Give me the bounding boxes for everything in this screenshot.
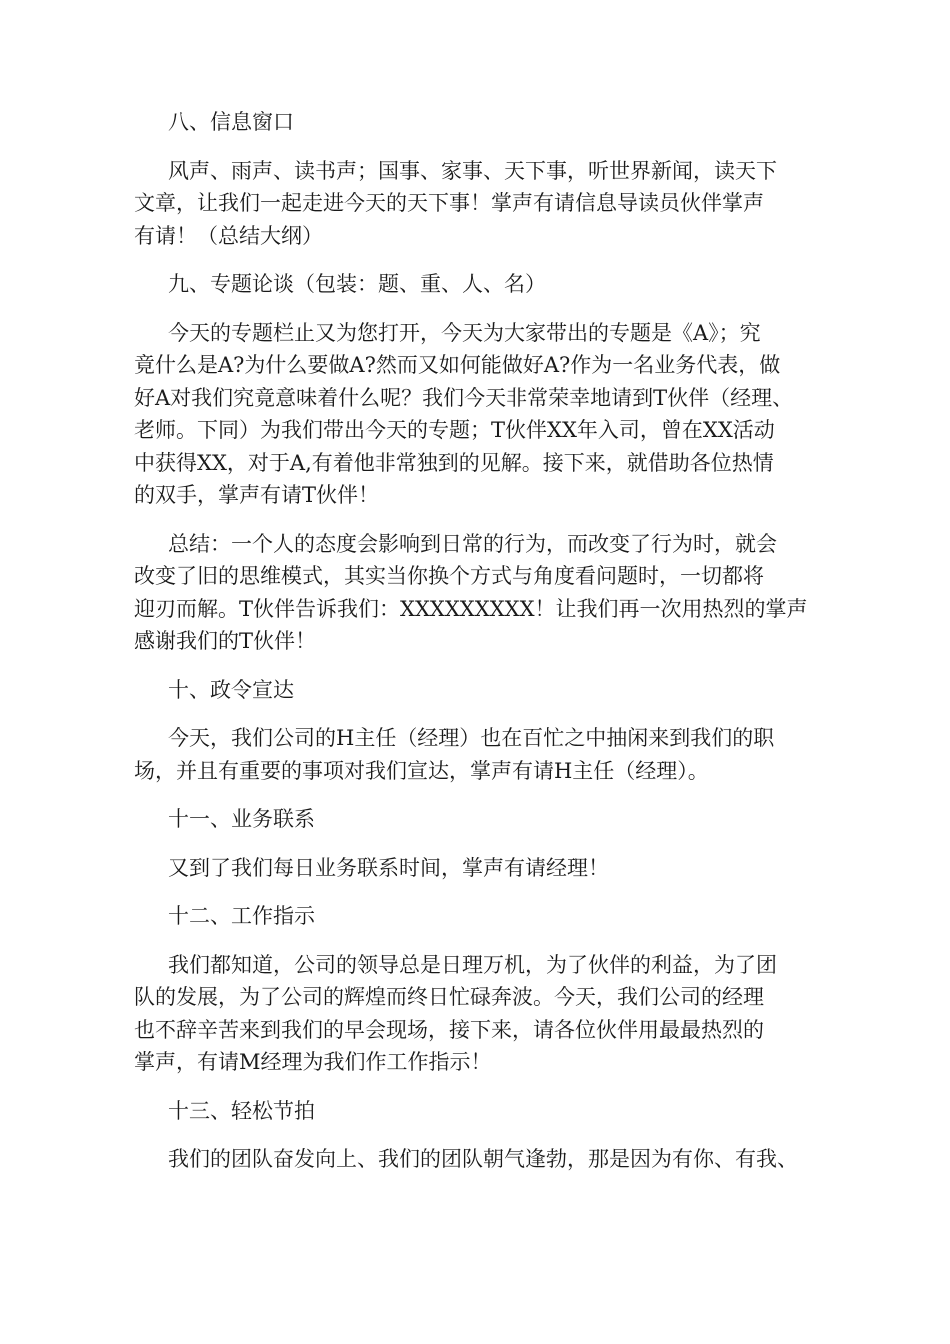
section-relaxed-rhythm	[134, 1095, 834, 1176]
section-heading: 十二、工作指示	[168, 904, 315, 928]
section-policy-announcement	[134, 674, 834, 788]
text-line: 好A对我们究竟意味着什么呢？我们今天非常荣幸地请到T伙伴（经理、	[134, 385, 794, 410]
text-line: 场，并且有重要的事项对我们宣达，掌声有请H主任（经理）。	[134, 758, 709, 783]
section-heading: 十一、业务联系	[168, 807, 315, 831]
text-line: 今天，我们公司的H主任（经理）也在百忙之中抽闲来到我们的职	[168, 726, 775, 750]
section-heading: 十、政令宣达	[168, 677, 294, 702]
text-line: 今天的专题栏止又为您打开，今天为大家带出的专题是《A》；究	[168, 320, 761, 345]
text-line: 又到了我们每日业务联系时间，掌声有请经理！	[168, 855, 609, 880]
paragraph	[134, 317, 834, 512]
text-line: 有请！（总结大纲）	[134, 223, 323, 248]
paragraph	[134, 528, 834, 658]
section-business-contact	[134, 803, 834, 884]
text-line: 迎刃而解。T伙伴告诉我们：XXXXXXXXX！让我们再一次用热烈的掌声	[134, 596, 808, 621]
text-line: 也不辞辛苦来到我们的早会现场，接下来，请各位伙伴用最最热烈的	[134, 1017, 764, 1042]
text-line: 竟什么是A?为什么要做A?然而又如何能做好A?作为一名业务代表，做	[134, 353, 781, 377]
text-line: 总结：一个人的态度会影响到日常的行为，而改变了行为时，就会	[168, 531, 777, 556]
paragraph	[134, 852, 834, 885]
paragraph	[134, 155, 834, 253]
text-line: 我们都知道，公司的领导总是日理万机，为了伙伴的利益，为了团	[168, 952, 777, 977]
text-line: 风声、雨声、读书声；国事、家事、天下事，听世界新闻，读天下	[168, 158, 777, 183]
section-topic-discussion	[134, 268, 834, 658]
text-line: 老师。下同）为我们带出今天的专题；T伙伴XX年入司，曾在XX活动	[134, 418, 775, 442]
text-line: 队的发展，为了公司的辉煌而终日忙碌奔波。今天，我们公司的经理	[134, 985, 764, 1009]
text-line: 改变了旧的思维模式，其实当你换个方式与角度看问题时，一切都将	[134, 564, 764, 588]
paragraph	[134, 949, 834, 1079]
paragraph	[134, 1143, 834, 1176]
text-line: 文章，让我们一起走进今天的天下事！掌声有请信息导读员伙伴掌声	[134, 191, 764, 215]
document-page	[134, 106, 834, 1192]
text-line: 感谢我们的T伙伴！	[134, 629, 317, 653]
paragraph	[134, 722, 834, 787]
section-heading: 八、信息窗口	[168, 110, 294, 134]
text-line: 的双手，掌声有请T伙伴！	[134, 483, 380, 507]
text-line: 中获得XX，对于A,有着他非常独到的见解。接下来，就借助各位热情	[134, 450, 774, 475]
section-heading: 十三、轻松节拍	[168, 1098, 315, 1123]
text-line: 掌声，有请M经理为我们作工作指示！	[134, 1050, 492, 1074]
section-heading: 九、专题论谈（包装：题、重、人、名）	[168, 272, 546, 296]
section-information-window	[134, 106, 834, 252]
section-work-instructions	[134, 900, 834, 1079]
text-line: 我们的团队奋发向上、我们的团队朝气逢勃，那是因为有你、有我、	[168, 1147, 798, 1171]
